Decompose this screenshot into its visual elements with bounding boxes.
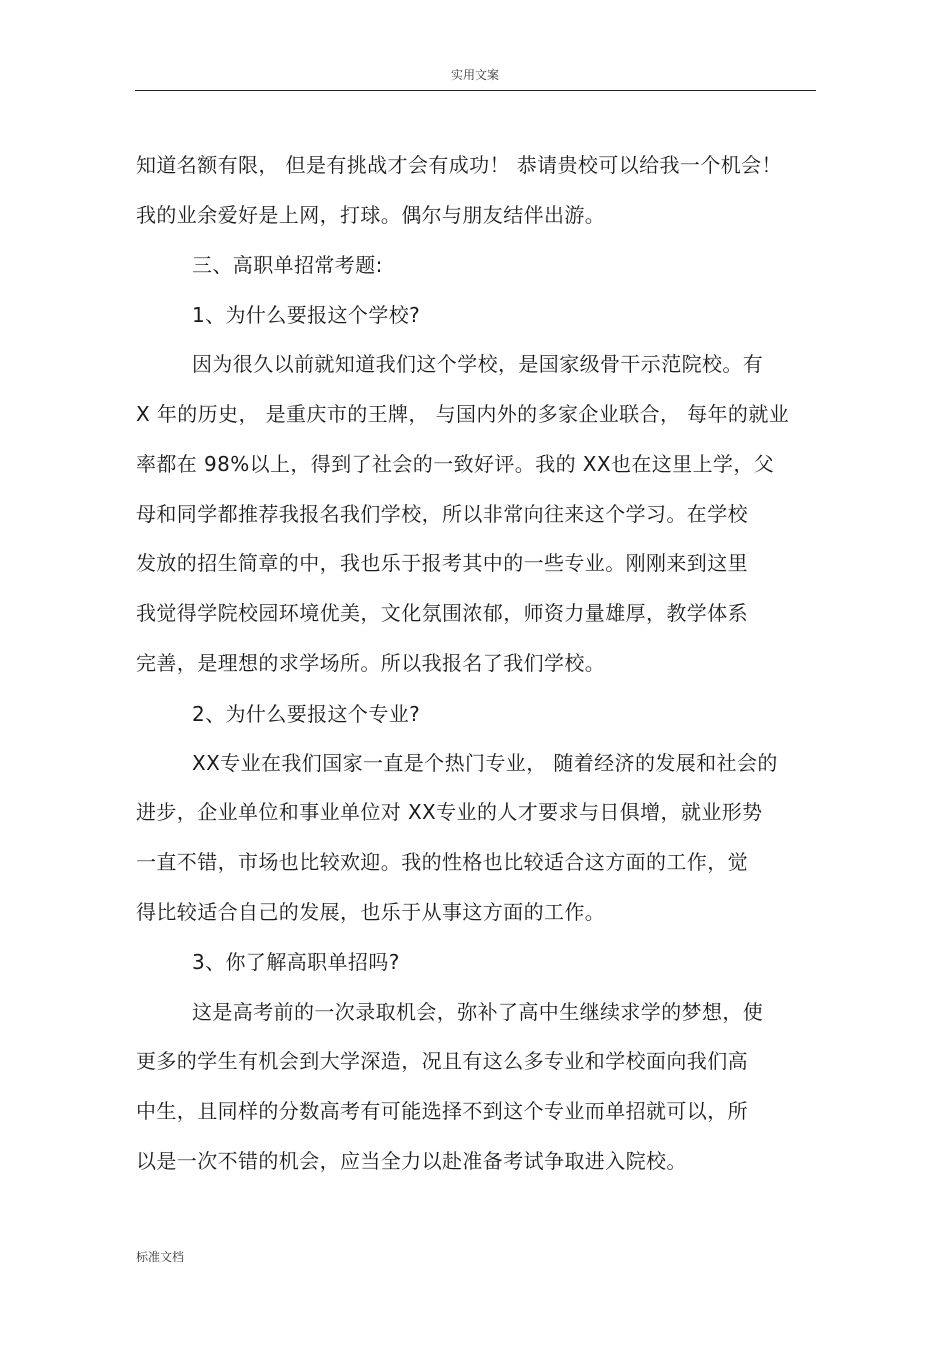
section-heading: 三、高职单招常考题: [192,253,383,277]
body-line: 得比较适合自己的发展，也乐于从事这方面的工作。 [136,900,606,924]
body-line: 我的业余爱好是上网，打球。偶尔与朋友结伴出游。 [136,203,606,227]
body-line: 我觉得学院校园环境优美，文化氛围浓郁，师资力量雄厚，教学体系 [136,601,748,625]
question-heading: 3、你了解高职单招吗? [192,950,400,974]
body-line: 母和同学都推荐我报名我们学校，所以非常向往来这个学习。在学校 [136,502,748,526]
question-heading: 2、为什么要报这个专业? [192,702,421,726]
body-line: 进步，企业单位和事业单位对 XX专业的人才要求与日俱增，就业形势 [136,800,763,824]
header-rule [135,90,816,91]
page-header: 实用文案 [450,68,499,82]
body-line: 更多的学生有机会到大学深造，况且有这么多专业和学校面向我们高 [136,1049,748,1073]
body-line: 率都在 98%以上，得到了社会的一致好评。我的 XX也在这里上学，父 [136,452,775,476]
body-line: 知道名额有限， 但是有挑战才会有成功！ 恭请贵校可以给我一个机会！ [136,153,782,177]
body-line: X 年的历史， 是重庆市的王牌， 与国内外的多家企业联合， 每年的就业 [136,402,790,426]
body-line: XX专业在我们国家一直是个热门专业， 随着经济的发展和社会的 [192,751,778,775]
body-line: 完善，是理想的求学场所。所以我报名了我们学校。 [136,651,606,675]
body-line: 这是高考前的一次录取机会，弥补了高中生继续求学的梦想，使 [192,1000,764,1024]
body-line: 一直不错，市场也比较欢迎。我的性格也比较适合这方面的工作，觉 [136,850,748,874]
body-line: 因为很久以前就知道我们这个学校，是国家级骨干示范院校。有 [192,352,764,376]
body-line: 中生，且同样的分数高考有可能选择不到这个专业而单招就可以，所 [136,1099,748,1123]
question-heading: 1、为什么要报这个学校? [192,303,421,327]
body-line: 发放的招生简章的中，我也乐于报考其中的一些专业。刚刚来到这里 [136,551,748,575]
body-line: 以是一次不错的机会，应当全力以赴准备考试争取进入院校。 [136,1149,687,1173]
page-footer: 标准文档 [136,1250,185,1264]
